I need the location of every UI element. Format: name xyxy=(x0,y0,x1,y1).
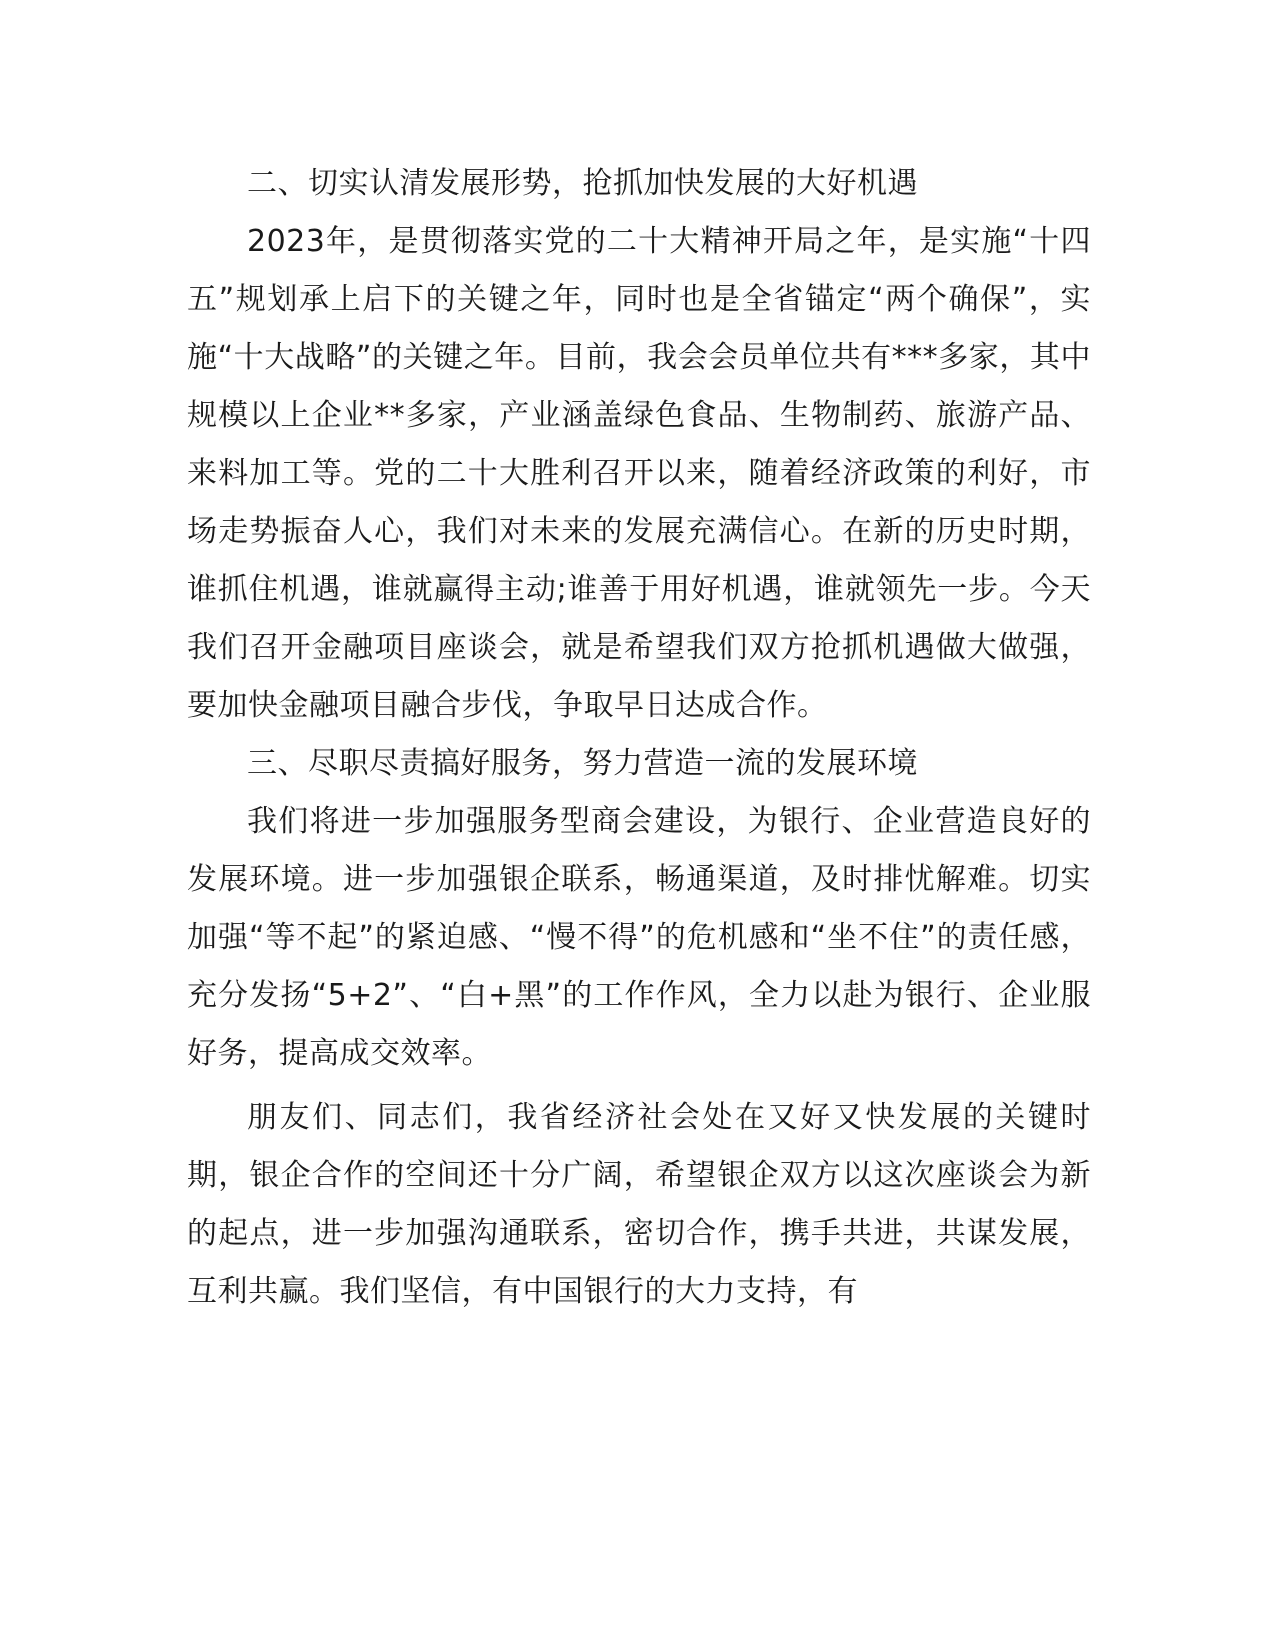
section-3-heading: 三、尽职尽责搞好服务，努力营造一流的发展环境 xyxy=(247,746,918,781)
section-2-paragraph: 2023年，是贯彻落实党的二十大精神开局之年，是实施“十四五”规划承上启下的关键之年，同时也是全省锚定“两个确保”，实施“十大战略”的关键之年。目前，我会会员单位共有***多家，其中规模以上企业**多家，产业涵盖绿色食品、生物制药、旅游产品、来料加工等。党的二十大胜利召开以来，随着经济政策的利好，市场走势振奋人心，我们对未来的发展充满信心。在新的历史时期，谁抓住机遇，谁就赢得主动;谁善于用好机遇，谁就领先一步。今天我们召开金融项目座谈会，就是希望我们双方抢抓机遇做大做强，要加快金融项目融合步伐，争取早日达成合作。 xyxy=(187,224,1091,723)
closing-paragraph: 朋友们、同志们，我省经济社会处在又好又快发展的关键时期，银企合作的空间还十分广阔，希望银企双方以这次座谈会为新的起点，进一步加强沟通联系，密切合作，携手共进，共谋发展，互利共赢。我们坚信，有中国银行的大力支持，有 xyxy=(187,1100,1091,1309)
document-body xyxy=(187,155,1091,1321)
section-3-paragraph: 我们将进一步加强服务型商会建设，为银行、企业营造良好的发展环境。进一步加强银企联系，畅通渠道，及时排忧解难。切实加强“等不起”的紧迫感、“慢不得”的危机感和“坐不住”的责任感，充分发扬“5+2”、“白+黑”的工作作风，全力以赴为银行、企业服好务，提高成交效率。 xyxy=(187,804,1091,1071)
section-2-heading: 二、切实认清发展形势，抢抓加快发展的大好机遇 xyxy=(247,166,918,201)
